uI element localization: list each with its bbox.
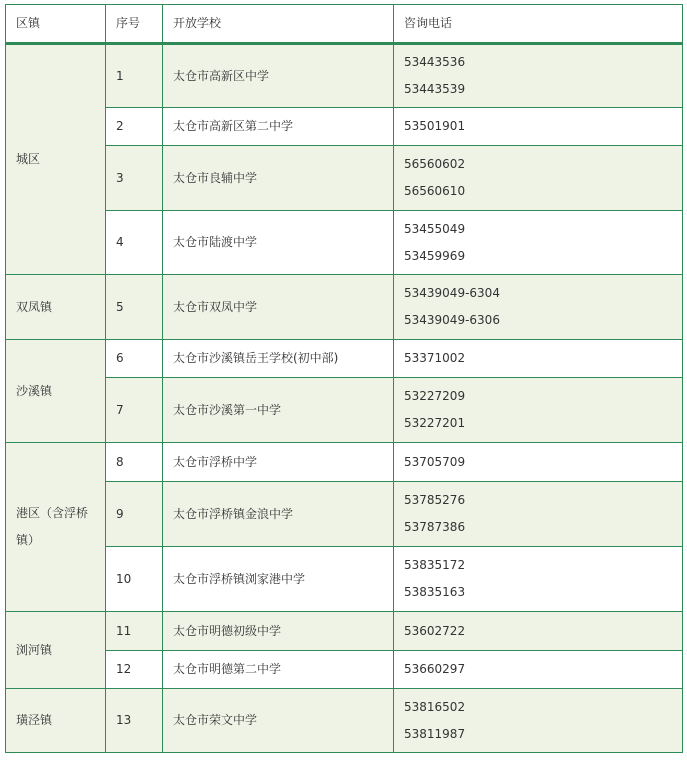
phone-number: 53455049 (404, 221, 466, 236)
table-row (6, 689, 683, 753)
phone-number: 53705709 (404, 454, 466, 469)
phone-number: 53439049-6304 (404, 286, 500, 300)
header-school: 开放学校 (163, 5, 394, 44)
header-phone: 咨询电话 (394, 5, 683, 44)
phone-cell (394, 275, 683, 340)
district-cell (6, 612, 106, 689)
phone-number: 53439049-6306 (404, 313, 500, 327)
index-cell: 11 (106, 612, 163, 651)
header-index: 序号 (106, 5, 163, 44)
table-row (6, 44, 683, 108)
district-label: 港区（含浮桥镇） (16, 506, 89, 547)
table-row (6, 146, 683, 211)
district-cell (6, 44, 106, 275)
phone-cell (394, 547, 683, 612)
district-cell (6, 689, 106, 753)
school-name-cell: 太仓市良辅中学 (163, 146, 394, 211)
school-name-cell: 太仓市高新区第二中学 (163, 108, 394, 146)
phone-cell (394, 689, 683, 753)
index-cell: 7 (106, 378, 163, 443)
school-name-cell: 太仓市双凤中学 (163, 275, 394, 340)
index-cell: 12 (106, 651, 163, 689)
school-name-cell: 太仓市陆渡中学 (163, 211, 394, 275)
phone-number: 56560602 (404, 157, 466, 171)
index-cell: 2 (106, 108, 163, 146)
index-cell: 5 (106, 275, 163, 340)
phone-number: 56560610 (404, 184, 466, 198)
district-cell (6, 443, 106, 612)
phone-number: 53835172 (404, 558, 466, 572)
phone-number: 53787386 (404, 520, 466, 534)
district-label: 璜泾镇 (16, 713, 53, 727)
district-label: 城区 (16, 152, 41, 166)
index-cell: 10 (106, 547, 163, 612)
school-name-cell: 太仓市浮桥镇浏家港中学 (163, 547, 394, 612)
phone-number: 53443539 (404, 82, 466, 96)
index-cell: 8 (106, 443, 163, 482)
table-row (6, 378, 683, 443)
phone-number: 53501901 (404, 119, 466, 133)
phone-cell (394, 340, 683, 378)
school-name-cell: 太仓市浮桥镇金浪中学 (163, 482, 394, 547)
index-cell: 4 (106, 211, 163, 275)
school-name-cell: 太仓市荣文中学 (163, 689, 394, 753)
district-label: 双凤镇 (16, 299, 53, 314)
district-label: 浏河镇 (16, 642, 53, 657)
table-row (6, 547, 683, 612)
index-cell: 6 (106, 340, 163, 378)
table-header (6, 5, 683, 44)
school-name-cell: 太仓市沙溪镇岳王学校(初中部) (163, 340, 394, 378)
index-cell: 3 (106, 146, 163, 211)
table-row (6, 340, 683, 378)
phone-number: 53602722 (404, 623, 466, 638)
index-cell: 9 (106, 482, 163, 547)
school-name-cell: 太仓市明德初级中学 (163, 612, 394, 651)
phone-number: 53660297 (404, 662, 466, 676)
phone-cell (394, 651, 683, 689)
school-name-cell: 太仓市浮桥中学 (163, 443, 394, 482)
table-row (6, 612, 683, 651)
phone-number: 53227209 (404, 389, 466, 403)
header-row (6, 5, 683, 44)
index-cell: 1 (106, 44, 163, 108)
index-cell: 13 (106, 689, 163, 753)
school-name-cell: 太仓市高新区中学 (163, 44, 394, 108)
district-label: 沙溪镇 (16, 383, 53, 398)
phone-cell (394, 44, 683, 108)
table-row (6, 651, 683, 689)
table-row (6, 443, 683, 482)
district-cell (6, 340, 106, 443)
school-table (5, 4, 683, 753)
phone-number: 53785276 (404, 493, 466, 507)
phone-number: 53816502 (404, 699, 466, 714)
phone-cell (394, 211, 683, 275)
school-name-cell: 太仓市沙溪第一中学 (163, 378, 394, 443)
phone-number: 53443536 (404, 55, 466, 69)
phone-number: 53371002 (404, 351, 466, 365)
school-name-cell: 太仓市明德第二中学 (163, 651, 394, 689)
table-row (6, 108, 683, 146)
table-row (6, 211, 683, 275)
phone-number: 53227201 (404, 416, 466, 430)
district-cell (6, 275, 106, 340)
phone-cell (394, 378, 683, 443)
phone-cell (394, 108, 683, 146)
table-row (6, 275, 683, 340)
phone-number: 53459969 (404, 248, 466, 263)
phone-cell (394, 482, 683, 547)
phone-cell (394, 443, 683, 482)
phone-cell (394, 612, 683, 651)
table-row (6, 482, 683, 547)
phone-number: 53835163 (404, 585, 466, 599)
header-district: 区镇 (6, 5, 106, 44)
phone-cell (394, 146, 683, 211)
table-body (6, 44, 683, 753)
phone-number: 53811987 (404, 726, 466, 741)
